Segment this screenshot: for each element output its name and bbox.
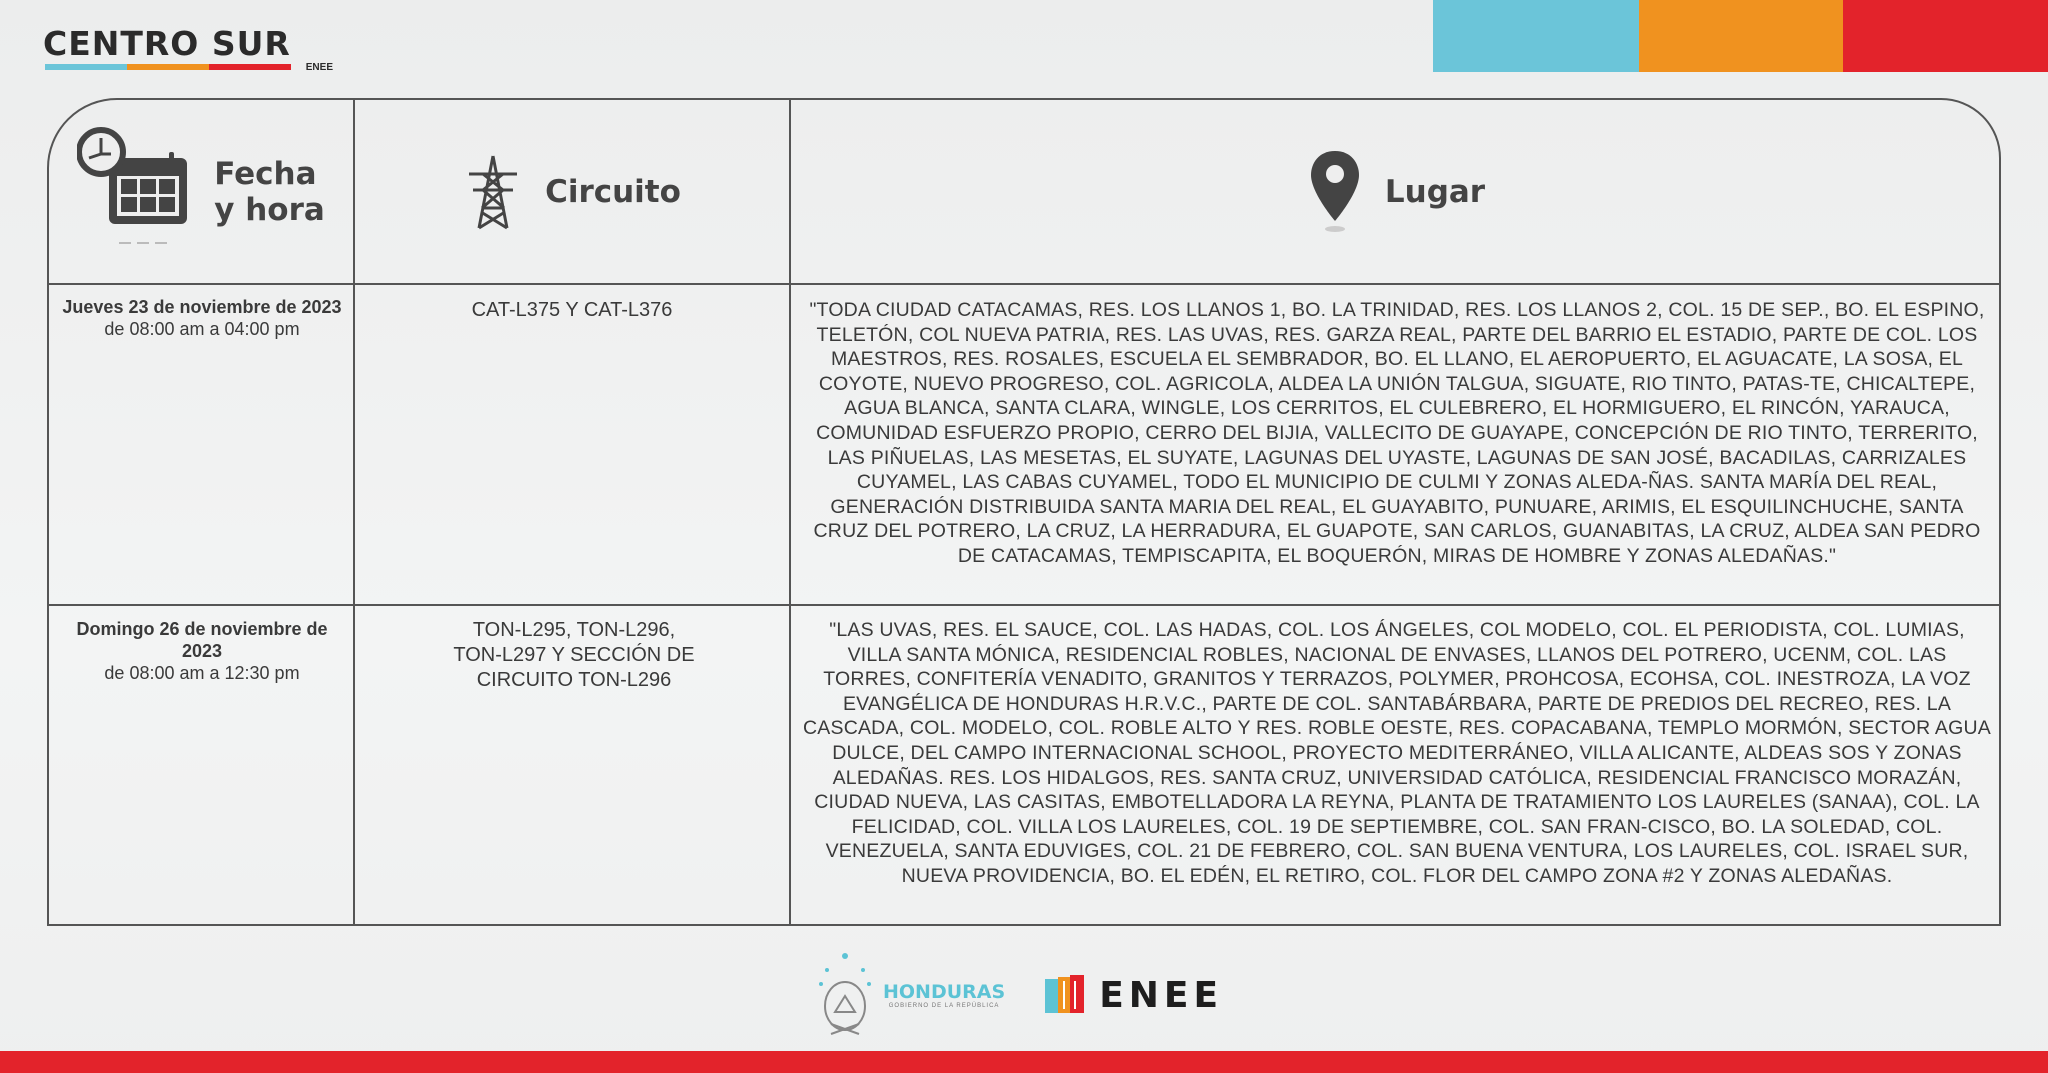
row-time: de 08:00 am a 04:00 pm xyxy=(104,319,300,339)
row-place: "LAS UVAS, RES. EL SAUCE, COL. LAS HADAS, COL. LOS ÁNGELES, COL MODELO, COL. EL PERIODISTA, COL. LUMIAS, VILLA SANTA MÓNICA, RESIDENCIAL ROBLES, NACIONAL DE ENVASES, LLANOS DEL POTRERO, UCENM, COL. LAS TORRES, CONFITERÍA VENADITO, GRANITOS Y TERRAZOS, POLYMER, PROHCOSA, ECOHSA, COL. INESTROZA, LA VOZ EVANGÉLICA DE HONDURAS H.R.V.C., PARTE DE COL. SANTABÁRBARA, PARTE DE PREDIOS DEL RECREO, RES. LA CASCADA, COL. MODELO, COL. ROBLE ALTO Y RES. ROBLE OESTE, RES. COPACABANA, TEMPLO MORMÓN, SECTOR AGUA DULCE, DEL CAMPO INTERNACIONAL SCHOOL, PROYECTO MEDITERRÁNEO, VILLA ALICANTE, ALDEAS SOS Y ZONAS ALEDAÑAS. RES. LOS HIDALGOS, RES. SANTA CRUZ, UNIVERSIDAD CATÓLICA, RESIDENCIAL FRANCISCO MORAZÁN, CIUDAD NUEVA, LAS CASITAS, EMBOTELLADORA LA REYNA, PLANTA DE TRATAMIENTO LOS LAURELES (SANAA), COL. LA FELICIDAD, COL. VILLA LOS LAURELES, COL. 19 DE SEPTIEMBRE, COL. SAN FRAN-CISCO, BO. LA SOLEDAD, COL. VENEZUELA, SANTA EDUVIGES, COL. 21 DE FEBRERO, COL. SAN BUENA VENTURA, LOS LAURELES, COL. ISRAEL SUR, NUEVA PROVIDENCIA, BO. EL EDÉN, EL RETIRO, COL. FLOR DEL CAMPO ZONA #2 Y ZONAS ALEDAÑAS. xyxy=(803,619,1991,887)
logo-subtitle: ENEE xyxy=(305,62,333,73)
enee-name: ENEE xyxy=(1099,974,1224,1016)
header-date xyxy=(49,100,353,284)
header-place-label: Lugar xyxy=(1384,174,1486,210)
header-date-line1: Fecha xyxy=(214,156,317,192)
logo-stripe-blue xyxy=(45,64,127,70)
row-place: "TODA CIUDAD CATACAMAS, RES. LOS LLANOS 1, BO. LA TRINIDAD, RES. LOS LLANOS 2, COL. 15 DE SEP., BO. EL ESPINO, TELETÓN, COL NUEVA PATRIA, RES. LAS UVAS, RES. GARZA REAL, PARTE DEL BARRIO EL ESTADIO, PARTE DE COL. LOS MAESTROS, RES. ROSALES, ESCUELA EL SEMBRADOR, BO. EL LLANO, EL AEROPUERTO, EL AGUACATE, LA SOSA, EL COYOTE, NUEVO PROGRESO, COL. AGRICOLA, ALDEA LA UNIÓN TALGUA, SIGUATE, RIO TINTO, PATAS-TE, CHICALTEPE, AGUA BLANCA, SANTA CLARA, WINGLE, LOS CERRITOS, EL CULEBRERO, EL HORMIGUERO, EL RINCÓN, YARAUCA, COMUNIDAD ESFUERZO PROPIO, CERRO DEL BIJIA, VALLECITO DE GUAYAPE, CONCEPCIÓN DE RIO TINTO, TERRERITO, LAS PIÑUELAS, LAS MESETAS, EL SUYATE, LAGUNAS DEL UYASTE, LAGUNAS DE SAN JOSÉ, BACADILAS, CARRIZALES CUYAMEL, LAS CABAS CUYAMEL, TODO EL MUNICIPIO DE CULMI Y ZONAS ALEDA-ÑAS. SANTA MARÍA DEL REAL, GENERACIÓN DISTRIBUIDA SANTA MARIA DEL REAL, EL GUAYABITO, PUNUARE, ARIMIS, EL ESQUILINCHUCHE, SANTA CRUZ DEL POTRERO, LA CRUZ, LA HERRADURA, EL GUAPOTE, SAN CARLOS, GUANABITAS, LA CRUZ, ALDEA SAN PEDRO DE CATACAMAS, TEMPISCAPITA, EL BOQUERÓN, MIRAS DE HOMBRE Y ZONAS ALEDAÑAS." xyxy=(809,299,1985,567)
centro-sur-logo xyxy=(43,26,343,76)
logo-stripe-orange xyxy=(127,64,209,70)
table-row-2-date xyxy=(63,618,341,684)
coat-of-arms-icon xyxy=(815,950,875,1040)
header-circuit xyxy=(355,100,789,284)
row-divider xyxy=(49,604,1999,606)
calendar-clock-icon xyxy=(77,122,192,262)
color-bar-red xyxy=(1843,0,2048,72)
power-tower-icon xyxy=(463,152,523,232)
enee-emblem-icon xyxy=(1045,975,1085,1015)
row-date: Jueves 23 de noviembre de 2023 xyxy=(62,297,342,317)
honduras-subtitle: GOBIERNO DE LA REPÚBLICA xyxy=(888,1003,1000,1009)
row-circuit: TON-L295, TON-L296, TON-L297 Y SECCIÓN DE CIRCUITO TON-L296 xyxy=(453,619,695,691)
color-bar-orange xyxy=(1639,0,1843,72)
logo-title: CENTRO SUR xyxy=(43,24,291,63)
row-date: Domingo 26 de noviembre de 2023 xyxy=(76,619,328,661)
honduras-name: HONDURAS xyxy=(883,981,1006,1003)
header-circuit-label: Circuito xyxy=(545,174,681,210)
header-date-line2: y hora xyxy=(214,192,325,228)
location-pin-icon xyxy=(1307,147,1363,237)
logo-stripe-red xyxy=(209,64,291,70)
row-circuit: CAT-L375 Y CAT-L376 xyxy=(471,299,673,321)
honduras-logo xyxy=(815,950,1005,1040)
footer-logos xyxy=(815,950,1223,1040)
header-place xyxy=(791,100,2001,284)
outage-table xyxy=(47,98,2001,926)
row-time: de 08:00 am a 12:30 pm xyxy=(104,663,300,683)
color-bar-blue xyxy=(1433,0,1639,72)
enee-logo xyxy=(1045,975,1223,1016)
bottom-red-bar xyxy=(0,1051,2048,1073)
table-row-1-date xyxy=(53,296,351,340)
